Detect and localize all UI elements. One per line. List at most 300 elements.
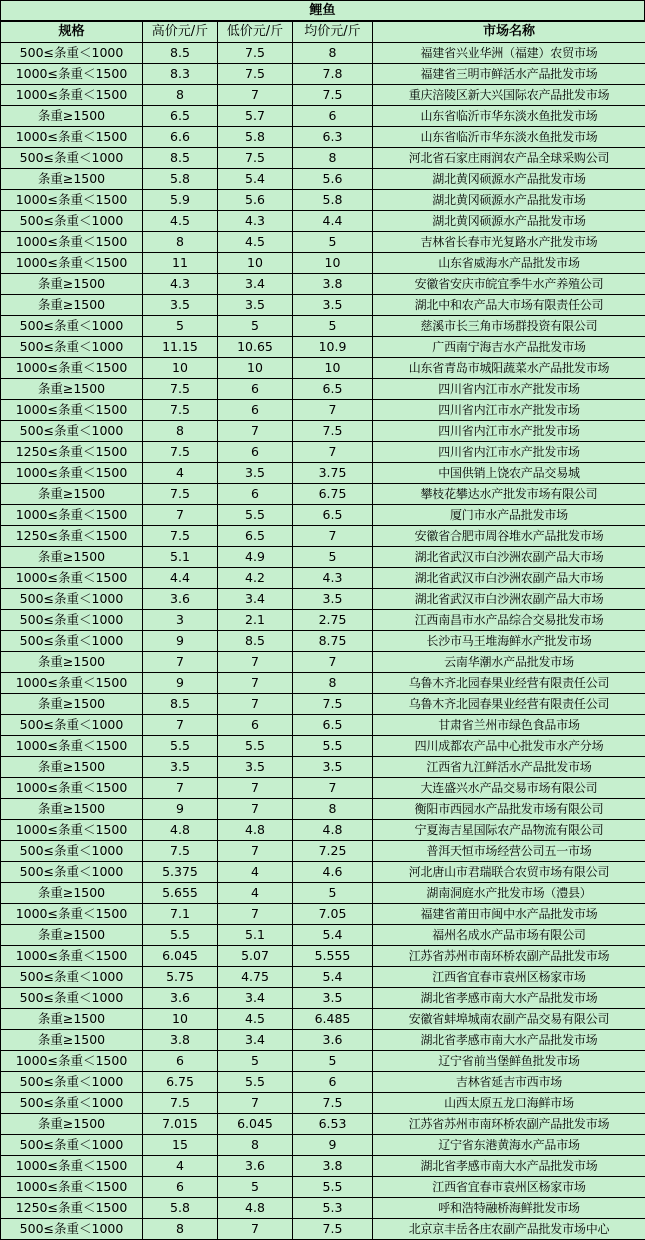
column-header-high-price: 高价元/斤 [143, 22, 218, 43]
cell-spec: 条重≥1500 [1, 379, 143, 400]
cell-low-price: 4 [218, 862, 293, 883]
cell-high-price: 10 [143, 358, 218, 379]
cell-low-price: 5.5 [218, 1072, 293, 1093]
cell-market: 宁夏海吉星国际农产品物流有限公司 [373, 820, 645, 841]
cell-low-price: 6 [218, 442, 293, 463]
cell-spec: 500≤条重＜1000 [1, 967, 143, 988]
cell-market: 厦门市水产品批发市场 [373, 505, 645, 526]
cell-avg-price: 7 [293, 526, 373, 547]
table-row [1, 841, 645, 862]
cell-avg-price: 8.75 [293, 631, 373, 652]
price-table [0, 21, 645, 1240]
column-header-avg-price: 均价元/斤 [293, 22, 373, 43]
cell-high-price: 7.5 [143, 379, 218, 400]
cell-low-price: 3.5 [218, 463, 293, 484]
cell-high-price: 3.6 [143, 589, 218, 610]
cell-low-price: 5.1 [218, 925, 293, 946]
cell-avg-price: 7.5 [293, 1219, 373, 1240]
cell-high-price: 7 [143, 778, 218, 799]
cell-spec: 500≤条重＜1000 [1, 715, 143, 736]
table-row [1, 85, 645, 106]
table-row [1, 463, 645, 484]
cell-high-price: 9 [143, 631, 218, 652]
cell-spec: 500≤条重＜1000 [1, 610, 143, 631]
cell-avg-price: 8 [293, 43, 373, 64]
cell-avg-price: 5.4 [293, 925, 373, 946]
cell-avg-price: 6.75 [293, 484, 373, 505]
cell-market: 安徽省合肥市周谷堆水产品批发市场 [373, 526, 645, 547]
cell-market: 湖北省武汉市白沙洲农副产品大市场 [373, 589, 645, 610]
cell-high-price: 7.1 [143, 904, 218, 925]
cell-avg-price: 2.75 [293, 610, 373, 631]
cell-high-price: 8.5 [143, 148, 218, 169]
cell-market: 江西省宜春市袁州区杨家市场 [373, 1177, 645, 1198]
cell-low-price: 5 [218, 1177, 293, 1198]
table-row [1, 421, 645, 442]
cell-market: 大连盛兴水产品交易市场有限公司 [373, 778, 645, 799]
table-row [1, 1198, 645, 1219]
table-row [1, 673, 645, 694]
cell-spec: 500≤条重＜1000 [1, 1135, 143, 1156]
cell-high-price: 8 [143, 1219, 218, 1240]
cell-high-price: 7.5 [143, 484, 218, 505]
table-row [1, 274, 645, 295]
cell-spec: 500≤条重＜1000 [1, 316, 143, 337]
cell-low-price: 4.8 [218, 1198, 293, 1219]
cell-market: 福州名成水产品市场有限公司 [373, 925, 645, 946]
cell-spec: 条重≥1500 [1, 883, 143, 904]
cell-spec: 500≤条重＜1000 [1, 211, 143, 232]
cell-low-price: 6.5 [218, 526, 293, 547]
cell-low-price: 7.5 [218, 64, 293, 85]
table-row [1, 1114, 645, 1135]
table-row [1, 778, 645, 799]
cell-market: 呼和浩特融桥海鲜批发市场 [373, 1198, 645, 1219]
cell-low-price: 6 [218, 715, 293, 736]
cell-high-price: 8 [143, 85, 218, 106]
cell-low-price: 2.1 [218, 610, 293, 631]
cell-high-price: 7.5 [143, 442, 218, 463]
cell-high-price: 8 [143, 421, 218, 442]
cell-avg-price: 5 [293, 883, 373, 904]
cell-low-price: 7 [218, 904, 293, 925]
cell-high-price: 5.1 [143, 547, 218, 568]
table-row [1, 190, 645, 211]
cell-avg-price: 5 [293, 1051, 373, 1072]
table-row [1, 337, 645, 358]
cell-high-price: 9 [143, 673, 218, 694]
cell-high-price: 4.4 [143, 568, 218, 589]
cell-market: 湖北黄冈硕源水产品批发市场 [373, 190, 645, 211]
cell-market: 山东省青岛市城阳蔬菜水产品批发市场 [373, 358, 645, 379]
cell-market: 山东省临沂市华东淡水鱼批发市场 [373, 106, 645, 127]
cell-avg-price: 6.485 [293, 1009, 373, 1030]
cell-low-price: 4.3 [218, 211, 293, 232]
table-row [1, 64, 645, 85]
table-row [1, 253, 645, 274]
cell-avg-price: 7.5 [293, 1093, 373, 1114]
cell-avg-price: 7 [293, 442, 373, 463]
cell-spec: 500≤条重＜1000 [1, 988, 143, 1009]
table-row [1, 1177, 645, 1198]
cell-market: 四川省内江市水产批发市场 [373, 442, 645, 463]
cell-low-price: 3.4 [218, 1030, 293, 1051]
cell-high-price: 6.75 [143, 1072, 218, 1093]
cell-spec: 500≤条重＜1000 [1, 1219, 143, 1240]
cell-avg-price: 8 [293, 673, 373, 694]
cell-low-price: 3.4 [218, 589, 293, 610]
cell-high-price: 5.8 [143, 169, 218, 190]
table-row [1, 757, 645, 778]
cell-high-price: 8 [143, 232, 218, 253]
cell-market: 四川省内江市水产批发市场 [373, 400, 645, 421]
cell-spec: 条重≥1500 [1, 925, 143, 946]
cell-market: 福建省兴业华洲（福建）农贸市场 [373, 43, 645, 64]
cell-spec: 条重≥1500 [1, 1030, 143, 1051]
table-row [1, 211, 645, 232]
cell-market: 重庆涪陵区新大兴国际农产品批发市场 [373, 85, 645, 106]
table-row [1, 1030, 645, 1051]
cell-high-price: 6.6 [143, 127, 218, 148]
cell-avg-price: 10.9 [293, 337, 373, 358]
table-row [1, 526, 645, 547]
cell-avg-price: 7.25 [293, 841, 373, 862]
cell-spec: 条重≥1500 [1, 547, 143, 568]
cell-low-price: 7 [218, 673, 293, 694]
cell-high-price: 8.5 [143, 43, 218, 64]
cell-avg-price: 5 [293, 232, 373, 253]
cell-high-price: 11 [143, 253, 218, 274]
cell-low-price: 7 [218, 694, 293, 715]
cell-low-price: 10 [218, 358, 293, 379]
cell-avg-price: 6.5 [293, 505, 373, 526]
table-row [1, 232, 645, 253]
cell-avg-price: 10 [293, 253, 373, 274]
cell-high-price: 6 [143, 1051, 218, 1072]
table-row [1, 1135, 645, 1156]
cell-high-price: 7.015 [143, 1114, 218, 1135]
cell-high-price: 5.8 [143, 1198, 218, 1219]
cell-spec: 500≤条重＜1000 [1, 148, 143, 169]
cell-spec: 1000≤条重＜1500 [1, 736, 143, 757]
table-row [1, 1009, 645, 1030]
cell-low-price: 7 [218, 1093, 293, 1114]
table-row [1, 631, 645, 652]
cell-market: 山东省临沂市华东淡水鱼批发市场 [373, 127, 645, 148]
table-row [1, 1219, 645, 1240]
cell-spec: 500≤条重＜1000 [1, 841, 143, 862]
cell-high-price: 5.655 [143, 883, 218, 904]
table-row [1, 148, 645, 169]
cell-high-price: 8.5 [143, 694, 218, 715]
cell-spec: 1000≤条重＜1500 [1, 232, 143, 253]
column-header-spec: 规格 [1, 22, 143, 43]
cell-market: 吉林省长春市光复路水产批发市场 [373, 232, 645, 253]
cell-high-price: 7.5 [143, 526, 218, 547]
table-row [1, 610, 645, 631]
cell-spec: 条重≥1500 [1, 484, 143, 505]
cell-low-price: 6 [218, 484, 293, 505]
cell-low-price: 3.6 [218, 1156, 293, 1177]
column-header-market: 市场名称 [373, 22, 645, 43]
cell-low-price: 5.07 [218, 946, 293, 967]
table-row [1, 589, 645, 610]
cell-market: 乌鲁木齐北园春果业经营有限责任公司 [373, 673, 645, 694]
cell-market: 湖北省孝感市南大水产品批发市场 [373, 1030, 645, 1051]
cell-high-price: 5.5 [143, 925, 218, 946]
cell-avg-price: 3.5 [293, 295, 373, 316]
cell-spec: 500≤条重＜1000 [1, 589, 143, 610]
cell-high-price: 4 [143, 463, 218, 484]
cell-market: 湖北省武汉市白沙洲农副产品大市场 [373, 568, 645, 589]
cell-market: 湖北省孝感市南大水产品批发市场 [373, 1156, 645, 1177]
cell-low-price: 3.5 [218, 757, 293, 778]
cell-low-price: 5.7 [218, 106, 293, 127]
cell-avg-price: 4.8 [293, 820, 373, 841]
cell-market: 福建省莆田市闽中水产品批发市场 [373, 904, 645, 925]
table-row [1, 379, 645, 400]
cell-low-price: 7 [218, 1219, 293, 1240]
cell-low-price: 5.6 [218, 190, 293, 211]
cell-avg-price: 7 [293, 778, 373, 799]
cell-spec: 500≤条重＜1000 [1, 43, 143, 64]
cell-spec: 1000≤条重＜1500 [1, 64, 143, 85]
cell-market: 湖北黄冈硕源水产品批发市场 [373, 169, 645, 190]
cell-spec: 1000≤条重＜1500 [1, 946, 143, 967]
cell-market: 湖北省孝感市南大水产品批发市场 [373, 988, 645, 1009]
cell-avg-price: 3.6 [293, 1030, 373, 1051]
cell-avg-price: 6.5 [293, 715, 373, 736]
table-row [1, 295, 645, 316]
cell-spec: 1000≤条重＜1500 [1, 127, 143, 148]
sheet-title: 鲤鱼 [0, 0, 645, 21]
cell-high-price: 15 [143, 1135, 218, 1156]
table-row [1, 799, 645, 820]
cell-spec: 条重≥1500 [1, 1009, 143, 1030]
cell-market: 甘肃省兰州市绿色食品市场 [373, 715, 645, 736]
cell-spec: 1000≤条重＜1500 [1, 1177, 143, 1198]
table-row [1, 358, 645, 379]
cell-avg-price: 7 [293, 400, 373, 421]
cell-high-price: 4.3 [143, 274, 218, 295]
table-row [1, 43, 645, 64]
cell-market: 吉林省延吉市西市场 [373, 1072, 645, 1093]
table-body [1, 43, 645, 1240]
cell-avg-price: 7 [293, 652, 373, 673]
table-row [1, 988, 645, 1009]
cell-spec: 1000≤条重＜1500 [1, 673, 143, 694]
cell-high-price: 4.8 [143, 820, 218, 841]
cell-avg-price: 6 [293, 106, 373, 127]
cell-avg-price: 5 [293, 316, 373, 337]
column-header-low-price: 低价元/斤 [218, 22, 293, 43]
cell-low-price: 7 [218, 841, 293, 862]
cell-low-price: 10 [218, 253, 293, 274]
cell-low-price: 5 [218, 316, 293, 337]
cell-low-price: 5.5 [218, 736, 293, 757]
cell-low-price: 4.75 [218, 967, 293, 988]
cell-high-price: 4 [143, 1156, 218, 1177]
cell-market: 广西南宁海吉水产品批发市场 [373, 337, 645, 358]
cell-spec: 500≤条重＜1000 [1, 862, 143, 883]
cell-market: 江苏省苏州市南环桥农副产品批发市场 [373, 946, 645, 967]
cell-high-price: 8.3 [143, 64, 218, 85]
cell-avg-price: 3.5 [293, 589, 373, 610]
cell-high-price: 5 [143, 316, 218, 337]
table-row [1, 1093, 645, 1114]
cell-low-price: 5.4 [218, 169, 293, 190]
table-row [1, 946, 645, 967]
cell-spec: 条重≥1500 [1, 274, 143, 295]
cell-spec: 1250≤条重＜1500 [1, 442, 143, 463]
cell-avg-price: 7.05 [293, 904, 373, 925]
cell-market: 江苏省苏州市南环桥农副产品批发市场 [373, 1114, 645, 1135]
cell-low-price: 7 [218, 652, 293, 673]
cell-spec: 1000≤条重＜1500 [1, 463, 143, 484]
cell-avg-price: 5.6 [293, 169, 373, 190]
table-row [1, 652, 645, 673]
table-row [1, 442, 645, 463]
cell-avg-price: 5.5 [293, 736, 373, 757]
cell-spec: 1000≤条重＜1500 [1, 505, 143, 526]
cell-spec: 1000≤条重＜1500 [1, 253, 143, 274]
cell-high-price: 3.8 [143, 1030, 218, 1051]
cell-spec: 1000≤条重＜1500 [1, 400, 143, 421]
cell-low-price: 4.8 [218, 820, 293, 841]
cell-low-price: 6 [218, 379, 293, 400]
cell-low-price: 3.5 [218, 295, 293, 316]
cell-market: 福建省三明市鲜活水产品批发市场 [373, 64, 645, 85]
table-row [1, 568, 645, 589]
cell-market: 河北唐山市君瑞联合农贸市场有限公司 [373, 862, 645, 883]
cell-avg-price: 5.555 [293, 946, 373, 967]
cell-spec: 条重≥1500 [1, 1114, 143, 1135]
cell-avg-price: 3.5 [293, 757, 373, 778]
cell-market: 江西南昌市水产品综合交易批发市场 [373, 610, 645, 631]
cell-market: 湖北黄冈硕源水产品批发市场 [373, 211, 645, 232]
cell-low-price: 3.4 [218, 274, 293, 295]
cell-market: 慈溪市长三角市场群投资有限公司 [373, 316, 645, 337]
cell-spec: 1000≤条重＜1500 [1, 568, 143, 589]
table-row [1, 862, 645, 883]
table-row [1, 694, 645, 715]
cell-spec: 500≤条重＜1000 [1, 337, 143, 358]
cell-low-price: 7.5 [218, 43, 293, 64]
cell-avg-price: 9 [293, 1135, 373, 1156]
cell-market: 衡阳市西园水产品批发市场有限公司 [373, 799, 645, 820]
cell-avg-price: 5.3 [293, 1198, 373, 1219]
table-row [1, 127, 645, 148]
cell-spec: 1000≤条重＜1500 [1, 85, 143, 106]
cell-market: 江西省宜春市袁州区杨家市场 [373, 967, 645, 988]
cell-low-price: 8.5 [218, 631, 293, 652]
cell-market: 乌鲁木齐北园春果业经营有限责任公司 [373, 694, 645, 715]
cell-market: 北京京丰岳各庄农副产品批发市场中心 [373, 1219, 645, 1240]
cell-market: 普洱天恒市场经营公司五一市场 [373, 841, 645, 862]
cell-low-price: 7 [218, 85, 293, 106]
table-row [1, 1051, 645, 1072]
cell-spec: 1250≤条重＜1500 [1, 526, 143, 547]
cell-low-price: 10.65 [218, 337, 293, 358]
table-row [1, 883, 645, 904]
table-row [1, 316, 645, 337]
cell-market: 四川成都农产品中心批发市水产分场 [373, 736, 645, 757]
cell-high-price: 5.75 [143, 967, 218, 988]
cell-high-price: 5.9 [143, 190, 218, 211]
cell-low-price: 7 [218, 421, 293, 442]
cell-market: 河北省石家庄雨润农产品全球采购公司 [373, 148, 645, 169]
cell-avg-price: 5 [293, 547, 373, 568]
cell-market: 湖南洞庭水产批发市场（澧县） [373, 883, 645, 904]
cell-spec: 条重≥1500 [1, 295, 143, 316]
cell-low-price: 7 [218, 778, 293, 799]
cell-high-price: 6.045 [143, 946, 218, 967]
cell-avg-price: 6 [293, 1072, 373, 1093]
cell-avg-price: 4.3 [293, 568, 373, 589]
cell-low-price: 8 [218, 1135, 293, 1156]
cell-low-price: 4.9 [218, 547, 293, 568]
cell-market: 辽宁省东港黄海水产品市场 [373, 1135, 645, 1156]
cell-avg-price: 6.53 [293, 1114, 373, 1135]
cell-avg-price: 5.5 [293, 1177, 373, 1198]
cell-spec: 条重≥1500 [1, 652, 143, 673]
cell-spec: 500≤条重＜1000 [1, 1093, 143, 1114]
cell-low-price: 4 [218, 883, 293, 904]
header-row [1, 22, 645, 43]
cell-spec: 1000≤条重＜1500 [1, 190, 143, 211]
cell-spec: 500≤条重＜1000 [1, 421, 143, 442]
cell-spec: 1250≤条重＜1500 [1, 1198, 143, 1219]
cell-low-price: 6 [218, 400, 293, 421]
cell-avg-price: 7.5 [293, 85, 373, 106]
table-row [1, 169, 645, 190]
cell-avg-price: 3.8 [293, 274, 373, 295]
cell-high-price: 3.5 [143, 757, 218, 778]
cell-market: 山东省威海水产品批发市场 [373, 253, 645, 274]
cell-high-price: 7.5 [143, 841, 218, 862]
cell-market: 安徽省安庆市皖宜季牛水产养殖公司 [373, 274, 645, 295]
cell-market: 湖北中和农产品大市场有限责任公司 [373, 295, 645, 316]
cell-high-price: 7 [143, 715, 218, 736]
cell-spec: 条重≥1500 [1, 757, 143, 778]
cell-spec: 500≤条重＜1000 [1, 631, 143, 652]
cell-avg-price: 6.3 [293, 127, 373, 148]
table-row [1, 484, 645, 505]
cell-avg-price: 7.5 [293, 421, 373, 442]
cell-spec: 1000≤条重＜1500 [1, 820, 143, 841]
cell-spec: 1000≤条重＜1500 [1, 778, 143, 799]
table-row [1, 1072, 645, 1093]
cell-avg-price: 10 [293, 358, 373, 379]
table-row [1, 1156, 645, 1177]
cell-spec: 条重≥1500 [1, 106, 143, 127]
cell-market: 湖北省武汉市白沙洲农副产品大市场 [373, 547, 645, 568]
cell-spec: 500≤条重＜1000 [1, 1072, 143, 1093]
cell-high-price: 3.5 [143, 295, 218, 316]
cell-low-price: 6.045 [218, 1114, 293, 1135]
cell-market: 攀枝花攀达水产批发市场有限公司 [373, 484, 645, 505]
cell-low-price: 5.8 [218, 127, 293, 148]
cell-avg-price: 3.8 [293, 1156, 373, 1177]
cell-low-price: 4.5 [218, 1009, 293, 1030]
cell-avg-price: 8 [293, 148, 373, 169]
cell-avg-price: 7.5 [293, 694, 373, 715]
cell-market: 中国供销上饶农产品交易城 [373, 463, 645, 484]
cell-avg-price: 5.4 [293, 967, 373, 988]
cell-high-price: 5.375 [143, 862, 218, 883]
cell-avg-price: 4.4 [293, 211, 373, 232]
cell-spec: 1000≤条重＜1500 [1, 1156, 143, 1177]
